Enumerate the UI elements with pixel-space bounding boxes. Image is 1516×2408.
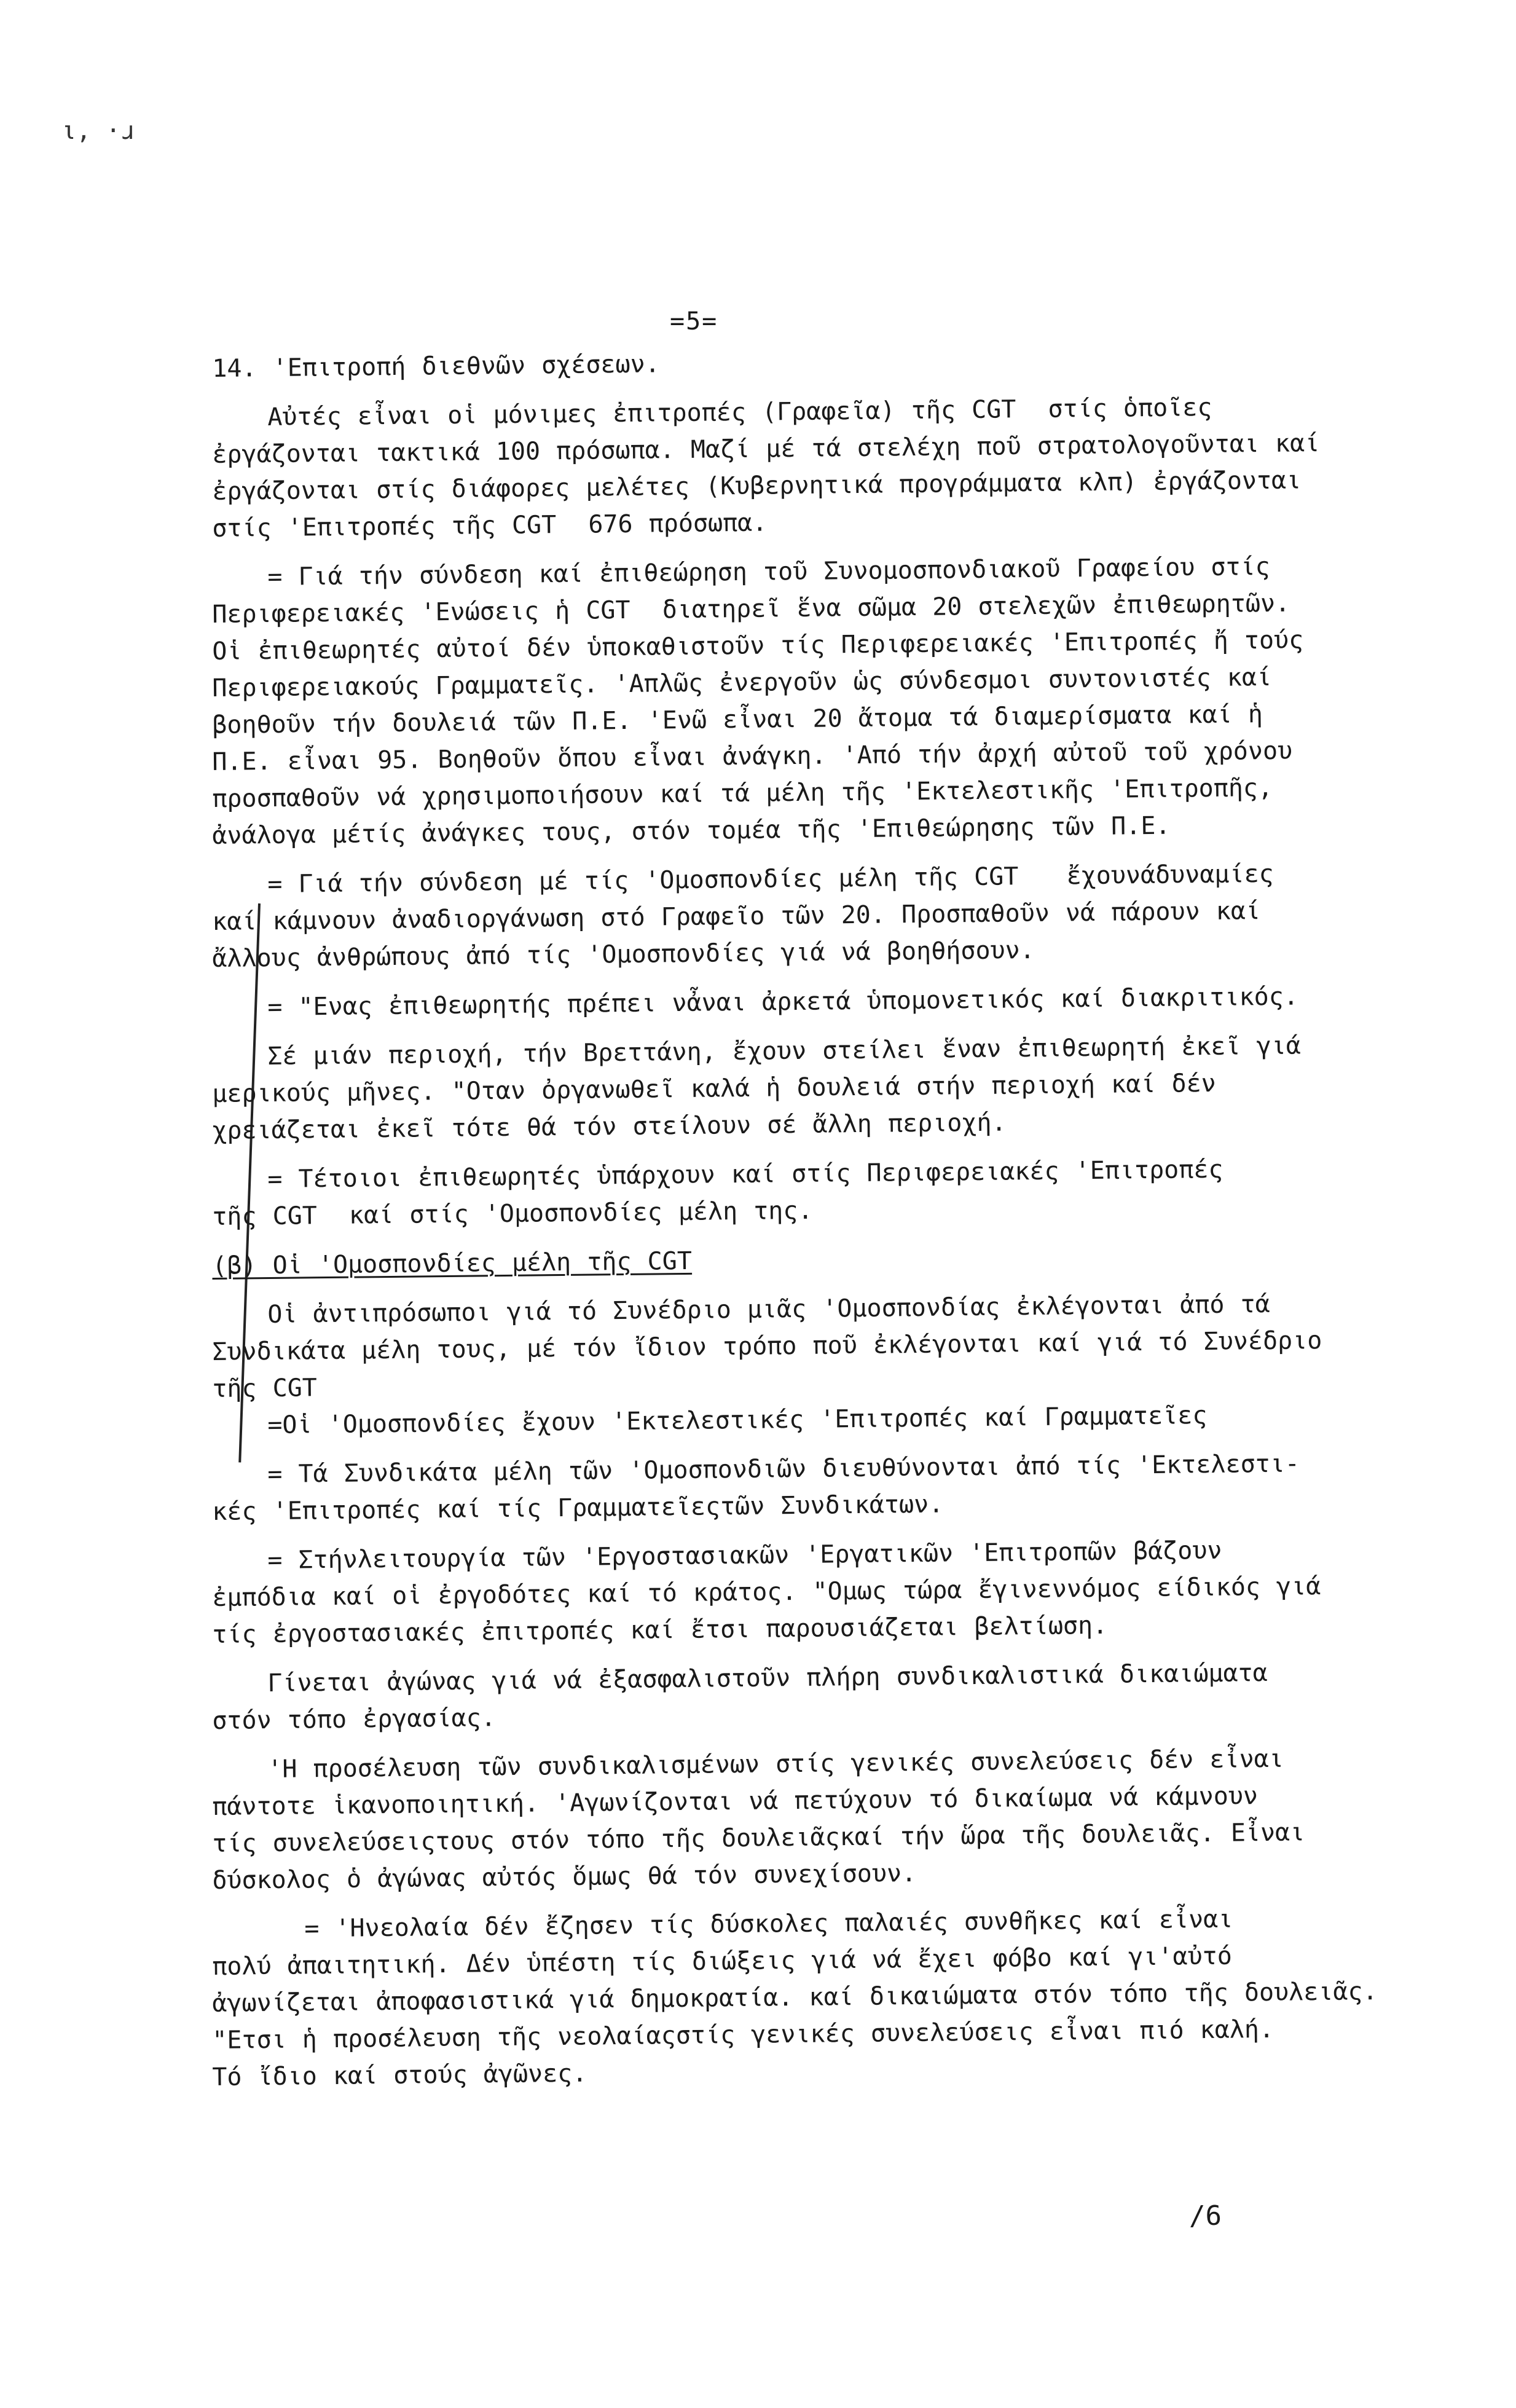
text-line: ἀνάλογα μέτίς ἀνάγκες τους, στόν τομέα τῆς 'Επιθεώρησης τῶν Π.Ε.	[212, 811, 1171, 850]
text-line: = 'Ηνεολαία δέν ἔζησεν τίς δύσκολες παλαιές συνθῆκες καί εἶναι	[304, 1905, 1233, 1943]
text-line: =Οἱ 'Ομοσπονδίες ἔχουν 'Εκτελεστικές 'Επιτροπές καί Γραμματεῖες	[267, 1401, 1208, 1440]
text-line: κές 'Επιτροπές καί τίς Γραμματεῖεςτῶν Συνδικάτων.	[212, 1490, 944, 1526]
text-line: μερικούς μῆνες. "Οταν ὀργανωθεῖ καλά ἡ δουλειά στήν περιοχή καί δέν	[212, 1069, 1216, 1108]
next-page-marker: /6	[1189, 2200, 1222, 2232]
text-line: ἄλλους ἀνθρώπους ἀπό τίς 'Ομοσπονδίες γιά νά βοηθήσουν.	[212, 935, 1035, 973]
text-line: Σέ μιάν περιοχή, τήν Βρεττάνη, ἔχουν στείλει ἕναν ἐπιθεωρητή ἐκεῖ γιά	[267, 1031, 1302, 1071]
text-line: στίς 'Επιτροπές τῆς CGT 676 πρόσωπα.	[212, 508, 768, 543]
text-line: = Τέτοιοι ἐπιθεωρητές ὑπάρχουν καί στίς Περιφερειακές 'Επιτροπές	[267, 1155, 1223, 1194]
text-line: Γίνεται ἀγώνας γιά νά ἐξασφαλιστοῦν πλήρη συνδικαλιστικά δικαιώματα	[267, 1659, 1268, 1698]
text-line: προσπαθοῦν νά χρησιμοποιήσουν καί τά μέλη τῆς 'Εκτελεστικῆς 'Επιτροπῆς,	[212, 773, 1273, 813]
text-line: Οἱ ἐπιθεωρητές αὐτοί δέν ὑποκαθιστοῦν τίς Περιφερειακές 'Επιτροπές ἤ τούς	[212, 626, 1304, 666]
text-line: ἐμπόδια καί οἱ ἐργοδότες καί τό κράτος. "Ομως τώρα ἔγινεννόμος είδικός γιά	[212, 1572, 1321, 1612]
text-line: Περιφερειακές 'Ενώσεις ἡ CGT διατηρεῖ ἕνα σῶμα 20 στελεχῶν ἐπιθεωρητῶν.	[212, 589, 1290, 629]
text-line: Αὐτές εἶναι οἱ μόνιμες ἐπιτροπές (Γραφεῖα) τῆς CGT στίς ὁποῖες	[267, 393, 1212, 432]
text-line: στόν τόπο ἐργασίας.	[212, 1704, 497, 1735]
text-line: Συνδικάτα μέλη τους, μέ τόν ἴδιον τρόπο ποῦ ἐκλέγονται καί γιά τό Συνέδριο	[212, 1326, 1322, 1366]
text-line: = Τά Συνδικάτα μέλη τῶν 'Ομοσπονδιῶν διευθύνονται ἀπό τίς 'Εκτελεστι-	[267, 1449, 1300, 1489]
text-line: ἀγωνίζεται ἀποφασιστικά γιά δημοκρατία. καί δικαιώματα στόν τόπο τῆς δουλειᾶς.	[212, 1977, 1378, 2018]
text-line: ἐργάζονται στίς διάφορες μελέτες (Κυβερνητικά προγράμματα κλπ) ἐργάζονται	[212, 466, 1302, 506]
corner-mark: ι, ·ɹ	[61, 117, 136, 145]
text-line: πάντοτε ἱκανοποιητική. 'Αγωνίζονται νά πετύχουν τό δικαίωμα νά κάμνουν	[212, 1782, 1259, 1821]
text-line: πολύ ἀπαιτητική. Δέν ὑπέστη τίς διώξεις γιά νά ἔχει φόβο καί γι'αὐτό	[212, 1942, 1233, 1981]
text-line: 'Η προσέλευση τῶν συνδικαλισμένων στίς γενικές συνελεύσεις δέν εἶναι	[267, 1744, 1284, 1784]
text-line: Οἱ ἀντιπρόσωποι γιά τό Συνέδριο μιᾶς 'Ομοσπονδίας ἐκλέγονται ἀπό τά	[267, 1289, 1270, 1329]
text-line: ἐργάζονται τακτικά 100 πρόσωπα. Μαζί μέ τά στελέχη ποῦ στρατολογοῦνται καί	[212, 429, 1320, 469]
text-line: = Στήνλειτουργία τῶν 'Εργοστασιακῶν 'Εργατικῶν 'Επιτροπῶν βάζουν	[267, 1536, 1222, 1575]
text-line: καί κάμνουν ἀναδιοργάνωση στό Γραφεῖο τῶν 20. Προσπαθοῦν νά πάρουν καί	[212, 897, 1261, 936]
text-line: Π.Ε. εἶναι 95. Βοηθοῦν ὅπου εἶναι ἀνάγκη. 'Από τήν ἀρχή αὐτοῦ τοῦ χρόνου	[212, 736, 1293, 776]
text-line: δύσκολος ὁ ἀγώνας αὐτός ὅμως θά τόν συνεχίσουν.	[212, 1859, 917, 1895]
text-line: = Γιά τήν σύνδεση μέ τίς 'Ομοσπονδίες μέλη τῆς CGT ἔχουνάδυναμίες	[267, 859, 1274, 899]
text-line: τίς ἐργοστασιακές ἐπιτροπές καί ἔτσι παρουσιάζεται βελτίωση.	[212, 1611, 1108, 1649]
text-line: Περιφερειακούς Γραμματεῖς. 'Απλῶς ἐνεργοῦν ὡς σύνδεσμοι συντονιστές καί	[212, 663, 1272, 702]
section-heading: 14. 'Επιτροπή διεθνῶν σχέσεων.	[212, 350, 660, 383]
text-line: τίς συνελεύσειςτους στόν τόπο τῆς δουλειᾶςκαί τήν ὥρα τῆς δουλειᾶς. Εἶναι	[212, 1818, 1305, 1858]
subsection-heading: (β) Οἱ 'Ομοσπονδίες μέλη τῆς CGT	[212, 1246, 693, 1280]
document-body	[212, 350, 1380, 2096]
text-line: = Γιά τήν σύνδεση καί ἐπιθεώρηση τοῦ Συνομοσπονδιακοῦ Γραφείου στίς	[267, 552, 1270, 592]
text-line: τῆς CGT καί στίς 'Ομοσπονδίες μέλη της.	[212, 1196, 813, 1231]
text-line: Τό ἴδιο καί στούς ἀγῶνες.	[212, 2059, 587, 2091]
text-line: τῆς CGT	[212, 1374, 318, 1403]
text-line: = "Ενας ἐπιθεωρητής πρέπει νἆναι ἀρκετά ὑπομονετικός καί διακριτικός.	[267, 982, 1299, 1022]
text-line: χρειάζεται ἐκεῖ τότε θά τόν στείλουν σέ ἄλλη περιοχή.	[212, 1108, 1007, 1145]
text-line: βοηθοῦν τήν δουλειά τῶν Π.Ε. 'Ενῶ εἶναι 20 ἄτομα τά διαμερίσματα καί ἡ	[212, 700, 1263, 739]
page-number: =5=	[670, 307, 718, 336]
text-line: "Ετσι ἡ προσέλευση τῆς νεολαίαςστίς γενικές συνελεύσεις εἶναι πιό καλή.	[212, 2015, 1274, 2055]
